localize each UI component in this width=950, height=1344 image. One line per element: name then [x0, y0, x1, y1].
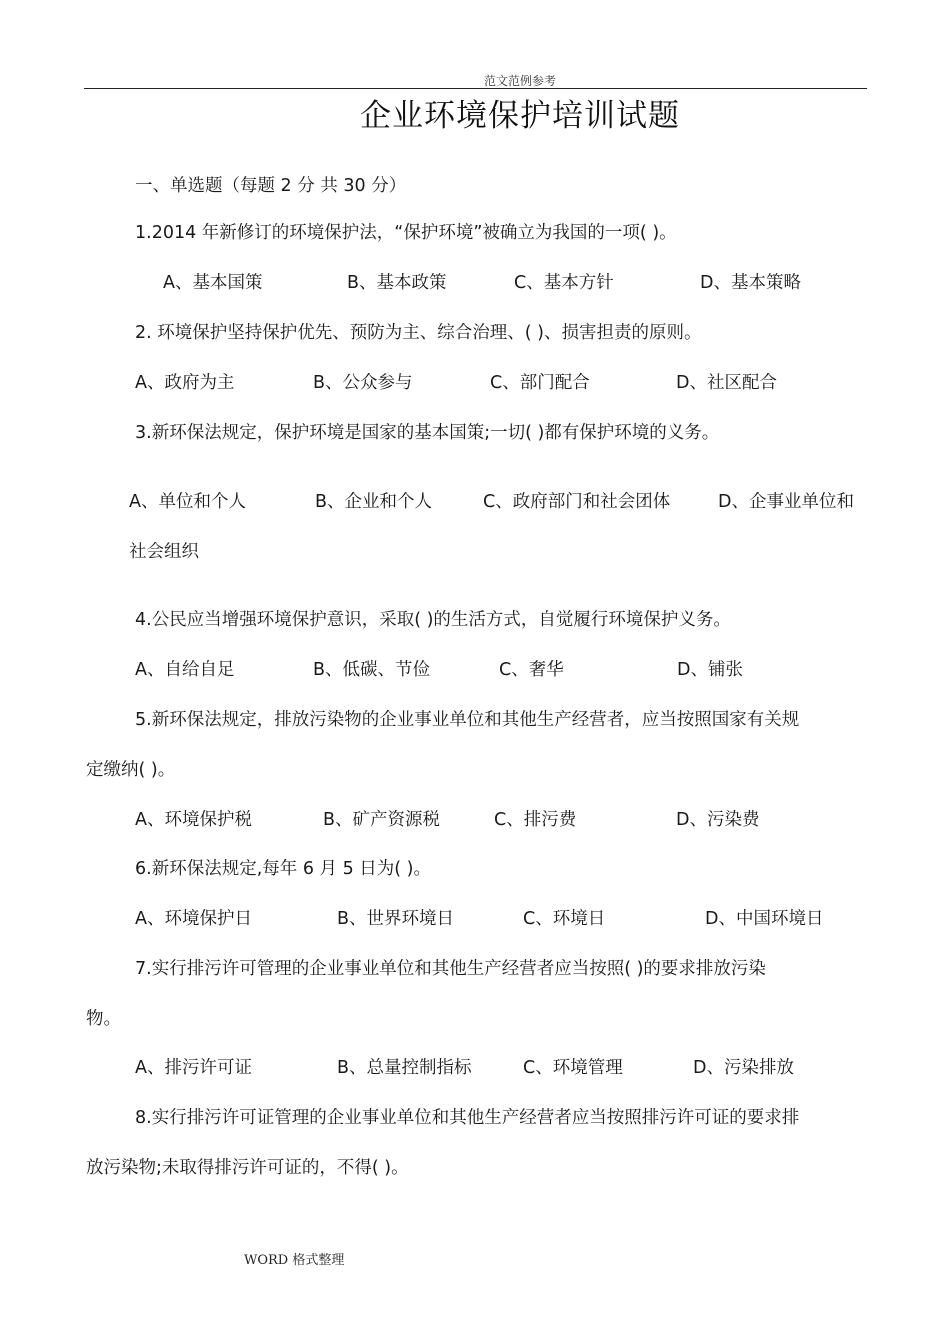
q1-option-d: D、基本策略 [700, 273, 801, 293]
document-title: 企业环境保护培训试题 [360, 98, 680, 134]
question-2-stem: 2. 环境保护坚持保护优先、预防为主、综合治理、( )、损害担责的原则。 [135, 323, 702, 343]
q5-option-a: A、环境保护税 [135, 810, 252, 830]
q4-option-b: B、低碳、节俭 [313, 660, 431, 680]
q3-option-b: B、企业和个人 [315, 492, 433, 512]
q2-option-d: D、社区配合 [676, 373, 777, 393]
q6-option-c: C、环境日 [523, 909, 606, 929]
question-8-stem: 8.实行排污许可证管理的企业事业单位和其他生产经营者应当按照排污许可证的要求排 [135, 1108, 800, 1128]
page-header: 范文范例参考 [483, 74, 556, 88]
question-8-stem-continued: 放污染物;未取得排污许可证的，不得( )。 [86, 1158, 409, 1178]
q7-option-d: D、污染排放 [693, 1058, 794, 1078]
q1-option-b: B、基本政策 [347, 273, 447, 293]
q4-option-d: D、铺张 [677, 660, 743, 680]
q7-option-a: A、排污许可证 [135, 1058, 252, 1078]
question-6-stem: 6.新环保法规定,每年 6 月 5 日为( )。 [135, 859, 431, 879]
question-5-stem-continued: 定缴纳( )。 [86, 760, 176, 780]
q3-option-a: A、单位和个人 [129, 492, 246, 512]
q2-option-a: A、政府为主 [135, 373, 235, 393]
question-4-stem: 4.公民应当增强环境保护意识，采取( )的生活方式，自觉履行环境保护义务。 [135, 610, 731, 630]
q1-option-a: A、基本国策 [163, 273, 263, 293]
question-1-stem: 1.2014 年新修订的环境保护法，“保护环境”被确立为我国的一项( )。 [135, 223, 677, 243]
q3-option-d-continued: 社会组织 [129, 542, 199, 562]
q2-option-b: B、公众参与 [313, 373, 413, 393]
question-7-stem: 7.实行排污许可管理的企业事业单位和其他生产经营者应当按照( )的要求排放污染 [135, 959, 766, 979]
question-7-stem-continued: 物。 [86, 1009, 121, 1029]
q6-option-d: D、中国环境日 [705, 909, 824, 929]
page-footer: WORD 格式整理 [244, 1253, 345, 1268]
q6-option-a: A、环境保护日 [135, 909, 252, 929]
question-5-stem: 5.新环保法规定，排放污染物的企业事业单位和其他生产经营者，应当按照国家有关规 [135, 710, 800, 730]
q1-option-c: C、基本方针 [514, 273, 614, 293]
q3-option-c: C、政府部门和社会团体 [483, 492, 671, 512]
q6-option-b: B、世界环境日 [337, 909, 455, 929]
q5-option-b: B、矿产资源税 [323, 810, 441, 830]
q4-option-a: A、自给自足 [135, 660, 235, 680]
header-rule [84, 88, 867, 89]
q3-option-d: D、企事业单位和 [718, 492, 854, 512]
q2-option-c: C、部门配合 [490, 373, 590, 393]
q5-option-d: D、污染费 [676, 810, 760, 830]
section-heading: 一、单选题（每题 2 分 共 30 分） [135, 176, 407, 196]
q7-option-b: B、总量控制指标 [337, 1058, 472, 1078]
q5-option-c: C、排污费 [494, 810, 577, 830]
q7-option-c: C、环境管理 [523, 1058, 623, 1078]
question-3-stem: 3.新环保法规定，保护环境是国家的基本国策;一切( )都有保护环境的义务。 [135, 423, 720, 443]
q4-option-c: C、奢华 [499, 660, 564, 680]
